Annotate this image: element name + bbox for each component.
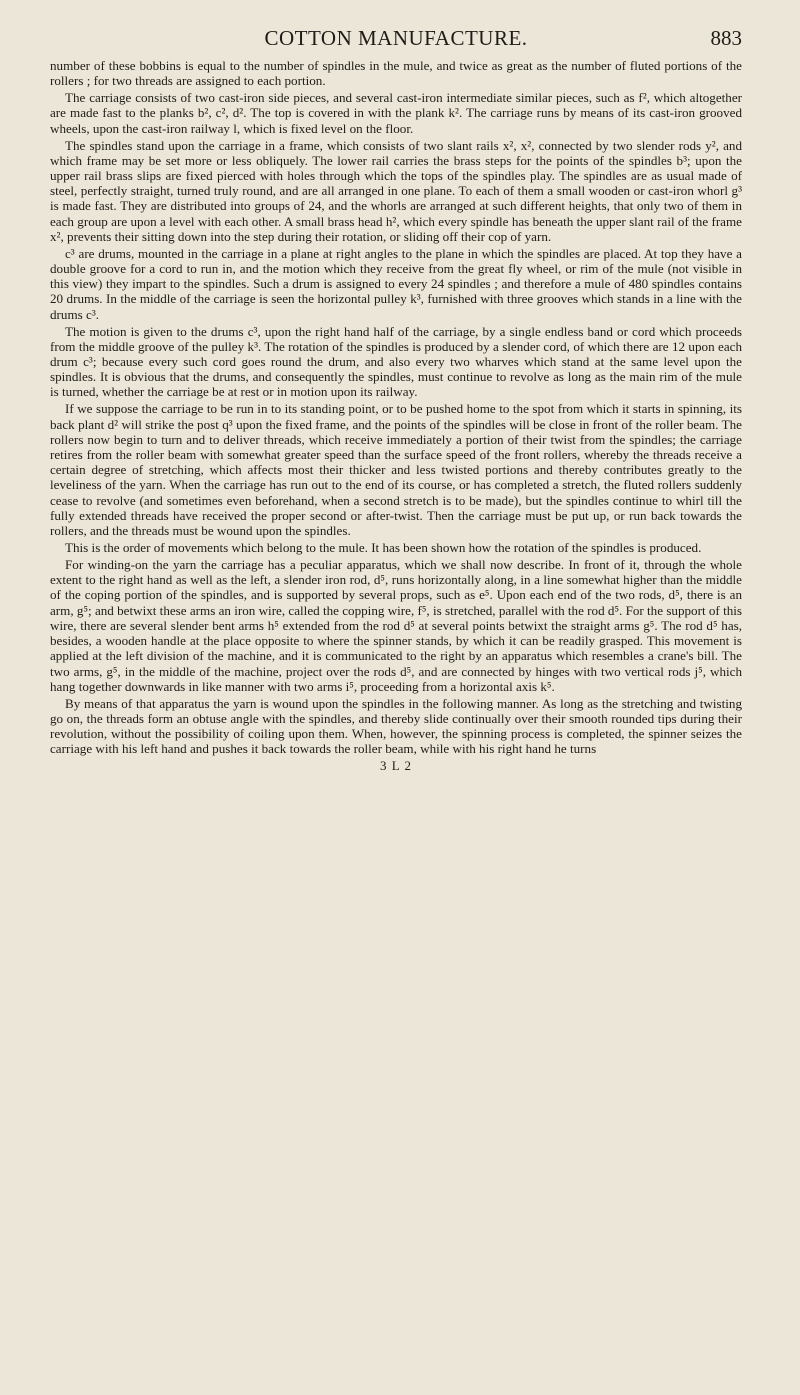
paragraph: The carriage consists of two cast-iron side pieces, and several cast-iron intermediate similar pieces, such as f², which altogether are made fast to the planks b², c², d². The top is covered in with the plank k². The carriage runs by means of its cast-iron grooved wheels, upon the cast-iron railway l, which is fixed level on the floor. bbox=[50, 90, 742, 136]
running-title: COTTON MANUFACTURE. bbox=[264, 26, 528, 50]
paragraph: If we suppose the carriage to be run in to its standing point, or to be pushed home to the spot from which it starts in spinning, its back plant d² will strike the post q³ upon the fixed frame, and the points of the spindles will be close in front of the roller beam. The rollers now begin to turn and to deliver threads, which receive immediately a portion of their twist from the spindles; the carriage retires from the roller beam with somewhat greater speed than the surface speed of the front rollers, whereby the threads receive a certain degree of stretching, which affects most their thicker and less twisted portions and thereby contributes greatly to the leveliness of the yarn. When the carriage has run out to the end of its course, or has completed a stretch, the fluted rollers suddenly cease to revolve (and sometimes even beforehand, when a second stretch is to be made), but the spindles continue to whirl till the fully extended threads have received the proper second or after-twist. Then the carriage must be put up, or run back towards the rollers, and the threads must be wound upon the spindles. bbox=[50, 401, 742, 539]
body-text bbox=[50, 58, 742, 757]
paragraph: This is the order of movements which belong to the mule. It has been shown how the rotation of the spindles is produced. bbox=[65, 540, 702, 556]
page-header bbox=[50, 22, 742, 52]
paragraph: The spindles stand upon the carriage in a frame, which consists of two slant rails x², x², connected by two slender rods y², and which frame may be set more or less obliquely. The lower rail carries the brass steps for the points of the spindles b³; upon the upper rail brass slips are fixed pierced with holes through which the tops of the spindles play. The spindles are as usual made of steel, perfectly straight, turned truly round, and are all arranged in one plane. To each of them a small wooden or cast-iron whorl g³ is made fast. They are distributed into groups of 24, and the whorls are arranged at such different heights, that only two of them in each group are upon a level with each other. A small brass head h², which every spindle has beneath the upper slant rail of the frame x², prevents their sitting down into the step during their rotation, or sliding off their cop of yarn. bbox=[50, 137, 742, 244]
paragraph: The motion is given to the drums c³, upon the right hand half of the carriage, by a single endless band or cord which proceeds from the middle groove of the pulley k³. The rotation of the spindles is produced by a slender cord, of which there are 12 upon each drum c³; because every such cord goes round the drum, and also every two wharves which stand at the same level upon the spindles. It is obvious that the drums, and consequently the spindles, must continue to revolve as long as the main rim of the mule is turned, whether the carriage be at rest or in motion upon its railway. bbox=[50, 323, 742, 400]
paragraph: c³ are drums, mounted in the carriage in a plane at right angles to the plane in which the spindles are placed. At top they have a double groove for a cord to run in, and the motion which they receive from the great fly wheel, or rim of the mule (not visible in this view) they impart to the spindles. Such a drum is assigned to every 24 spindles ; and therefore a mule of 480 spindles contains 20 drums. In the middle of the carriage is seen the horizontal pulley k³, furnished with three grooves which stands in a line with the drums c³. bbox=[50, 245, 742, 322]
page-number: 883 bbox=[710, 26, 742, 50]
paragraph: number of these bobbins is equal to the number of spindles in the mule, and twice as great as the number of fluted portions of the rollers ; for two threads are assigned to each portion. bbox=[50, 58, 742, 89]
paragraph: For winding-on the yarn the carriage has a peculiar apparatus, which we shall now describe. In front of it, through the whole extent to the right hand as well as the left, a slender iron rod, d⁵, runs horizontally along, in a line somewhat higher than the middle of the coping portion of the spindles, and is supported by several props, such as e⁵. Upon each end of the two rods, d⁵, there is an arm, g⁵; and betwixt these arms an iron wire, called the copping wire, f⁵, is stretched, parallel with the rod d⁵. For the support of this wire, there are several slender bent arms h⁵ extended from the rod d⁵ at several points betwixt the straight arms g⁵. The rod d⁵ has, besides, a wooden handle at the place opposite to where the spinner stands, by which it can be readily grasped. This movement is applied at the left division of the machine, and it is communicated to the right by an apparatus which resembles a crane's bill. The two arms, g⁵, in the middle of the machine, project over the rods d⁵, and are connected by hinges with two vertical rods j⁵, which hang together downwards in like manner with two arms i⁵, proceeding from a horizontal axis k⁵. bbox=[50, 557, 742, 694]
signature-mark: 3 L 2 bbox=[380, 758, 412, 774]
paragraph: By means of that apparatus the yarn is wound upon the spindles in the following manner. As long as the stretching and twisting go on, the threads form an obtuse angle with the spindles, and thereby slide continually over their smooth rounded tips during their revolution, without the possibility of coiling upon them. When, however, the spinning process is completed, the spinner seizes the carriage with his left hand and pushes it back towards the roller beam, while with his right hand he turns bbox=[50, 695, 742, 757]
